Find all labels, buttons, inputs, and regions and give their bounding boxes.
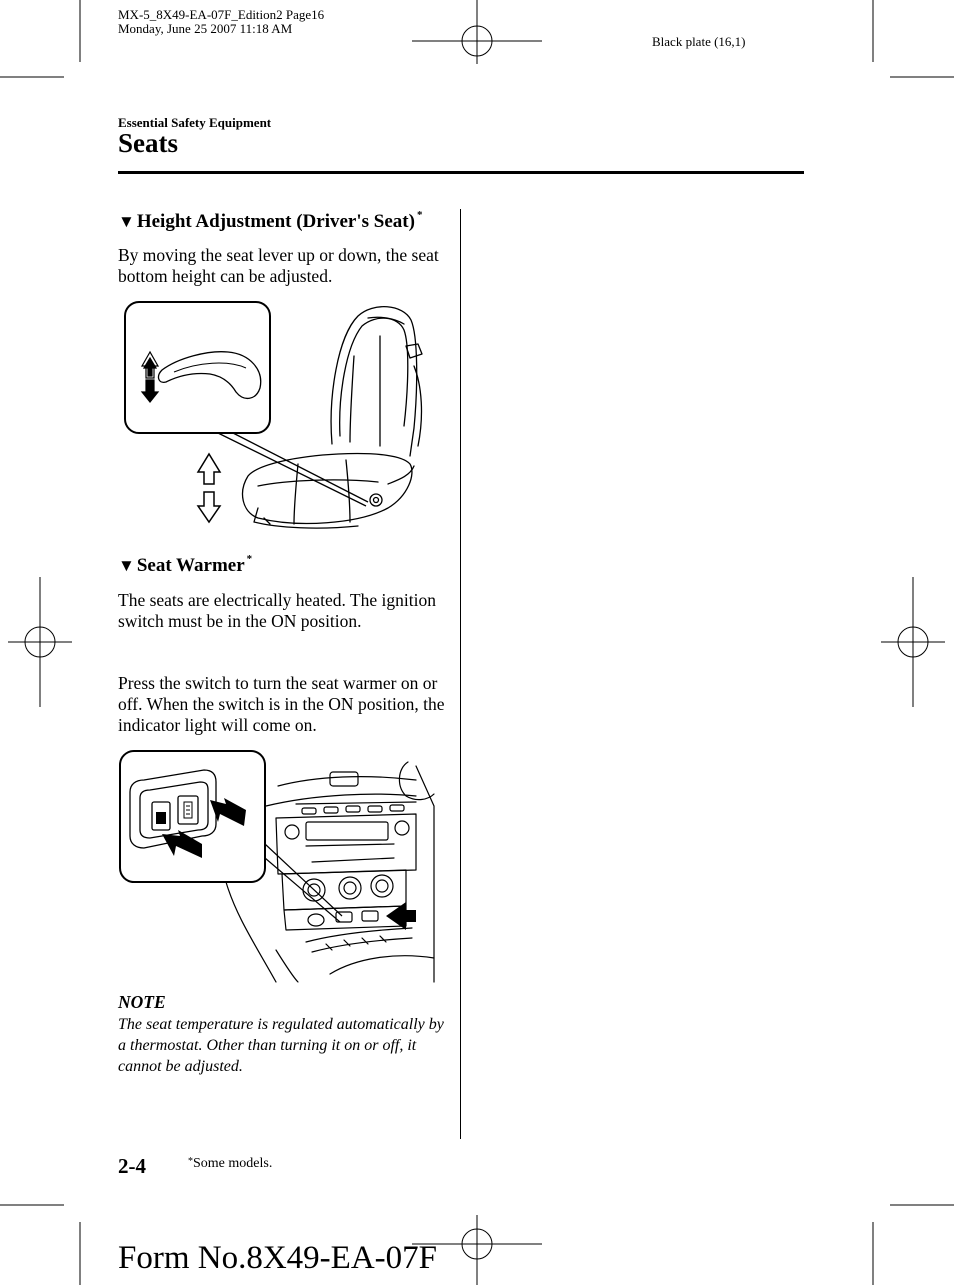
height-adjustment-heading-text: Height Adjustment (Driver's Seat) (136, 211, 415, 232)
registration-target-right (881, 577, 945, 707)
title-rule (118, 171, 804, 174)
plate-info: Black plate (16,1) (652, 34, 746, 49)
section-label: Essential Safety Equipment (118, 115, 272, 130)
file-info (118, 8, 324, 36)
column-divider (460, 209, 461, 1139)
height-adjustment-heading (118, 211, 422, 233)
seat-height-illustration (118, 296, 438, 532)
seat-up-down-arrows-icon (198, 454, 220, 522)
file-info-line2: Monday, June 25 2007 11:18 AM (118, 21, 293, 36)
some-models-asterisk: * (416, 209, 423, 221)
page-title: Seats (118, 128, 178, 158)
page-number: 2-4 (118, 1154, 146, 1178)
footnote (188, 1156, 272, 1172)
some-models-asterisk: * (246, 553, 253, 565)
note-label: NOTE (118, 992, 166, 1012)
note-text: The seat temperature is regulated automatically by a thermostat. Other than turning it on or off, it cannot be adjusted. (118, 1016, 444, 1075)
registration-target-top (412, 0, 542, 64)
height-adjustment-text: By moving the seat lever up or down, the seat bottom height can be adjusted. (118, 245, 439, 286)
seat-warmer-heading-text: Seat Warmer (136, 555, 245, 576)
seat-warmer-text-1: The seats are electrically heated. The ignition switch must be in the ON position. (118, 590, 436, 631)
registration-target-left (8, 577, 72, 707)
seat-warmer-switch-illustration (116, 746, 436, 982)
heading-triangle-icon: ▼ (118, 212, 135, 231)
seat-warmer-text-2: Press the switch to turn the seat warmer on or off. When the switch is in the ON position, the indicator light will come on. (118, 673, 445, 735)
heading-triangle-icon: ▼ (118, 556, 135, 575)
file-info-line1: MX-5_8X49-EA-07F_Edition2 Page16 (118, 7, 325, 22)
footnote-asterisk: * (188, 1156, 193, 1167)
footnote-text: Some models. (193, 1156, 273, 1171)
form-number: Form No.8X49-EA-07F (118, 1240, 437, 1276)
seat-warmer-heading (118, 555, 252, 577)
